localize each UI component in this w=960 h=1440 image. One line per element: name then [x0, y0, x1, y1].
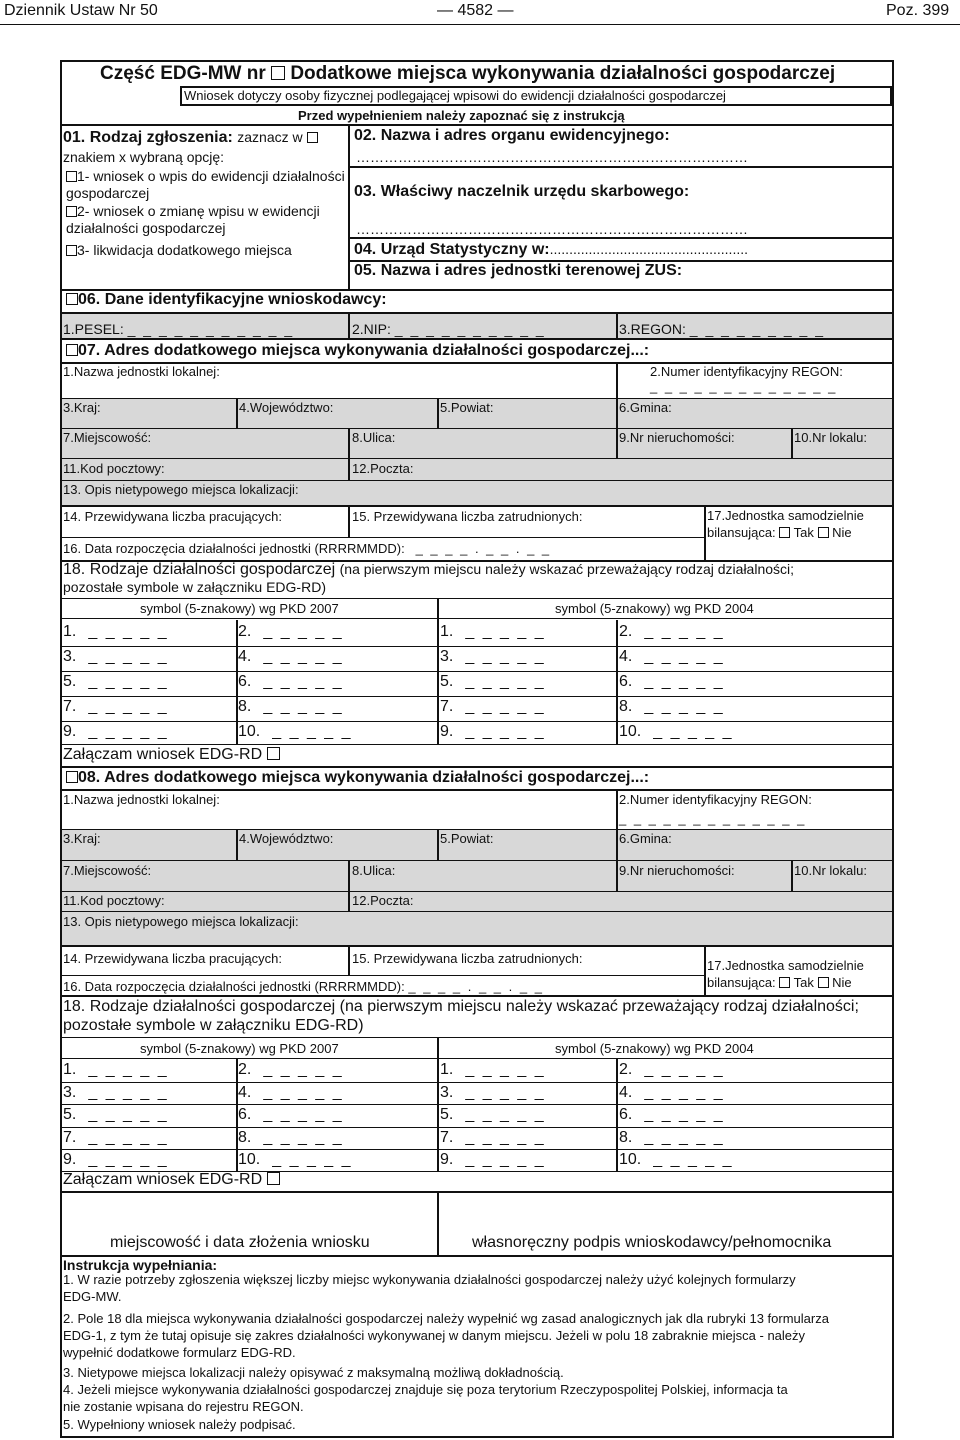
- divider: [791, 428, 793, 458]
- pkd-code-number: 2.: [619, 1061, 633, 1078]
- postal-code-field[interactable]: 11.Kod pocztowy:: [63, 893, 165, 908]
- pkd-code-number: 10.: [619, 723, 642, 740]
- pkd-code-number: 4.: [619, 648, 633, 665]
- pkd-code-dashes: _ _ _ _ _: [465, 1128, 546, 1146]
- attach-edgrd[interactable]: Załączam wniosek EDG-RD: [63, 1172, 280, 1188]
- pkd-code-dashes: _ _ _ _ _: [465, 698, 546, 715]
- divider: [348, 891, 350, 911]
- location-description-field[interactable]: 13. Opis nietypowego miejsca lokalizacji:: [63, 914, 299, 929]
- instructions-title: Instrukcja wypełniania:: [63, 1257, 218, 1273]
- city-field[interactable]: 7.Miejscowość:: [63, 863, 152, 878]
- pkd-code-number: 5.: [440, 673, 454, 690]
- divider: [60, 124, 894, 126]
- pkd-code-number: 4.: [238, 648, 252, 665]
- instruction-note: Przed wypełnieniem należy zapoznać się z instrukcją: [298, 108, 625, 123]
- commune-field[interactable]: 6.Gmina:: [619, 400, 672, 415]
- attach-checkbox[interactable]: [267, 747, 280, 760]
- s01-option2[interactable]: 2- wniosek o zmianę wpisu w ewidencji: [66, 204, 320, 218]
- pkd-code-dashes: _ _ _ _ _: [263, 698, 344, 715]
- district-field[interactable]: 5.Powiat:: [440, 831, 494, 846]
- pkd-code-dashes: _ _ _ _ _: [644, 1106, 725, 1123]
- pkd-code-field[interactable]: [238, 1107, 344, 1123]
- option3-checkbox[interactable]: [66, 245, 77, 256]
- pkd-code-dashes: _ _ _ _ _: [263, 1128, 344, 1146]
- yes-checkbox[interactable]: [779, 977, 790, 988]
- instruction-line: EDG-MW.: [63, 1289, 122, 1304]
- activity-title: 18. Rodzaje działalności gospodarczej (na pierwszym miejscu należy wskazać przeważający rodzaj działalności;: [63, 998, 859, 1015]
- pkd-code-number: 6.: [238, 1106, 252, 1123]
- pkd-code-field[interactable]: [440, 624, 546, 640]
- pkd-code-dashes: _ _ _ _ _: [263, 673, 344, 690]
- pkd-code-field[interactable]: [440, 1062, 546, 1078]
- pkd-code-field[interactable]: [238, 1152, 353, 1168]
- page-number: — 4582 —: [437, 2, 514, 19]
- district-field[interactable]: 5.Powiat:: [440, 400, 494, 415]
- option2-checkbox[interactable]: [66, 206, 77, 217]
- divider: [60, 744, 894, 745]
- signature-label[interactable]: własnoręczny podpis wnioskodawcy/pełnomocnika: [472, 1234, 832, 1251]
- pkd-code-dashes: _ _ _ _ _: [263, 1061, 344, 1078]
- pkd-code-number: 2.: [238, 1061, 252, 1078]
- pkd-code-dashes: _ _ _ _ _: [263, 1106, 344, 1123]
- pkd-code-field[interactable]: [63, 1130, 169, 1146]
- pkd-code-number: 3.: [63, 1083, 77, 1101]
- pkd-code-number: 2.: [238, 623, 252, 640]
- regon-field[interactable]: 3.REGON: _ _ _ _ _ _ _ _ _: [619, 321, 825, 337]
- pkd-code-field[interactable]: [63, 1085, 169, 1101]
- pkd-code-field[interactable]: [238, 1085, 344, 1101]
- s01-legend-checkbox: [307, 132, 318, 143]
- start-date-field[interactable]: 16. Data rozpoczęcia działalności jednostki (RRRRMMDD): _ _ _ _ . _ _ . _ _: [63, 979, 544, 994]
- pkd-code-dashes: _ _ _ _ _: [465, 673, 546, 690]
- activity-title: 18. Rodzaje działalności gospodarczej (na pierwszym miejscu należy wskazać przeważający rodzaj działalności;: [63, 561, 795, 578]
- pkd-code-number: 10.: [238, 723, 261, 740]
- postal-code-field[interactable]: 11.Kod pocztowy:: [63, 461, 165, 476]
- pkd-code-dashes: _ _ _ _ _: [465, 623, 546, 640]
- divider: [616, 829, 618, 860]
- employed-count-field[interactable]: 15. Przewidywana liczba zatrudnionych:: [352, 951, 583, 966]
- divider: [236, 829, 238, 860]
- self-balancing-label: 17.Jednostka samodzielnie: [707, 508, 864, 523]
- divider: [704, 945, 706, 995]
- activity-note: pozostałe symbole w załączniku EDG-RD): [63, 579, 326, 595]
- s02-dots[interactable]: …………………………………………………………………………: [356, 149, 748, 165]
- divider: [60, 537, 706, 538]
- divider: [60, 338, 894, 340]
- pkd-code-number: 1.: [440, 623, 454, 640]
- pkd-code-number: 8.: [619, 698, 633, 715]
- pkd-code-dashes: _ _ _ _ _: [465, 723, 546, 740]
- pkd-code-field[interactable]: [63, 699, 169, 715]
- pkd-code-dashes: _ _ _ _ _: [465, 1106, 546, 1123]
- yes-checkbox[interactable]: [779, 527, 790, 538]
- divider: [60, 480, 894, 481]
- title-checkbox[interactable]: [271, 66, 285, 80]
- divider: [60, 860, 894, 861]
- divider: [704, 505, 706, 561]
- pkd-code-dashes: _ _ _ _ _: [263, 648, 344, 665]
- divider: [60, 945, 894, 947]
- s01-instruction: znakiem x wybraną opcję:: [63, 149, 225, 165]
- pkd-code-dashes: _ _ _ _ _: [465, 1151, 546, 1168]
- pesel-field[interactable]: 1.PESEL: _ _ _ _ _ _ _ _ _ _ _: [63, 321, 295, 337]
- pkd-code-dashes: _ _ _ _ _: [88, 623, 169, 640]
- pkd-code-number: 6.: [238, 673, 252, 690]
- pkd-code-dashes: _ _ _ _ _: [644, 698, 725, 715]
- pkd-code-dashes: _ _ _ _ _: [88, 673, 169, 690]
- pkd-code-field[interactable]: [619, 1107, 725, 1123]
- pkd2004-header: symbol (5-znakowy) wg PKD 2004: [555, 601, 754, 616]
- start-date-field[interactable]: 16. Data rozpoczęcia działalności jednostki (RRRRMMDD): _ _ _ _ . _ _ . _ _: [63, 541, 552, 556]
- s07-title: 07. Adres dodatkowego miejsca wykonywania działalności gospodarczej...:: [66, 343, 649, 359]
- pkd-code-field[interactable]: [238, 649, 344, 665]
- divider: [348, 237, 894, 239]
- divider: [348, 428, 350, 458]
- pkd-code-number: 8.: [619, 1128, 633, 1146]
- form-title: Część EDG-MW nr Dodatkowe miejsca wykonywania działalności gospodarczej: [100, 63, 836, 84]
- pkd-code-field[interactable]: [619, 624, 725, 640]
- divider: [236, 1058, 238, 1171]
- unit-regon-field[interactable]: 2.Numer identyfikacyjny REGON:: [619, 792, 812, 807]
- divider: [348, 505, 350, 537]
- form-subtitle: Wniosek dotyczy osoby fizycznej podlegającej wpisowi do ewidencji działalności gospodarczej: [184, 88, 726, 103]
- header-rule: [0, 24, 960, 25]
- street-field[interactable]: 8.Ulica:: [352, 430, 396, 445]
- self-balancing-options: bilansująca: Tak Nie: [707, 525, 852, 540]
- divider: [60, 428, 894, 429]
- employed-count-field[interactable]: 15. Przewidywana liczba zatrudnionych:: [352, 509, 583, 524]
- self-balancing-label: 17.Jednostka samodzielnie: [707, 958, 864, 973]
- pkd-code-dashes: _ _ _ _ _: [272, 1151, 353, 1168]
- pkd-code-number: 5.: [440, 1106, 454, 1123]
- pkd-code-number: 7.: [440, 698, 454, 715]
- pkd-code-field[interactable]: [63, 1062, 169, 1078]
- divider: [236, 620, 238, 745]
- pkd-code-field[interactable]: [619, 724, 734, 740]
- province-field[interactable]: 4.Województwo:: [239, 400, 334, 415]
- divider: [616, 860, 618, 891]
- pkd-code-field[interactable]: [63, 1152, 169, 1168]
- pkd-code-number: 6.: [619, 1106, 633, 1123]
- divider: [60, 1104, 894, 1105]
- pkd-code-field[interactable]: [238, 1062, 344, 1078]
- pkd-code-field[interactable]: [63, 1107, 169, 1123]
- s01-option3[interactable]: 3- likwidacja dodatkowego miejsca: [66, 243, 292, 257]
- pkd-code-number: 9.: [63, 1151, 77, 1168]
- divider: [616, 312, 618, 338]
- pkd-code-number: 8.: [238, 1128, 252, 1146]
- apartment-number-field[interactable]: 10.Nr lokalu:: [794, 430, 867, 445]
- self-balancing-options: bilansująca: Tak Nie: [707, 975, 852, 990]
- s06-title: 06. Dane identyfikacyjne wnioskodawcy:: [66, 292, 387, 308]
- divider: [616, 398, 618, 428]
- pkd-code-number: 10.: [238, 1151, 261, 1168]
- divider: [616, 789, 618, 829]
- pkd-code-field[interactable]: [238, 724, 353, 740]
- instruction-line: 5. Wypełniony wniosek należy podpisać.: [63, 1417, 296, 1432]
- pkd-code-field[interactable]: [238, 624, 344, 640]
- divider: [348, 166, 894, 168]
- divider: [60, 696, 894, 697]
- pkd2007-header: symbol (5-znakowy) wg PKD 2007: [140, 1041, 339, 1056]
- divider: [60, 505, 894, 507]
- post-office-field[interactable]: 12.Poczta:: [352, 893, 414, 908]
- pkd-code-number: 1.: [63, 1061, 77, 1078]
- pkd-code-number: 6.: [619, 673, 633, 690]
- activity-note: pozostałe symbole w załączniku EDG-RD): [63, 1017, 364, 1034]
- pkd-code-field[interactable]: [238, 1130, 344, 1146]
- pkd-code-field[interactable]: [440, 1130, 546, 1146]
- divider: [437, 1191, 439, 1255]
- s03-dots[interactable]: …………………………………………………………………………: [356, 221, 748, 237]
- pkd-code-dashes: _ _ _ _ _: [88, 648, 169, 665]
- pkd-code-field[interactable]: [440, 1152, 546, 1168]
- pkd-code-dashes: _ _ _ _ _: [88, 1061, 169, 1078]
- province-field[interactable]: 4.Województwo:: [239, 831, 334, 846]
- pkd-code-field[interactable]: [619, 1062, 725, 1078]
- pkd-code-field[interactable]: [440, 674, 546, 690]
- pkd-code-number: 8.: [238, 698, 252, 715]
- divider: [60, 1058, 894, 1059]
- pkd-code-dashes: _ _ _ _ _: [272, 723, 353, 740]
- divider: [348, 458, 350, 480]
- s01-title: 01. Rodzaj zgłoszenia: zaznacz w: [63, 130, 318, 146]
- location-description-field[interactable]: 13. Opis nietypowego miejsca lokalizacji:: [63, 482, 299, 497]
- commune-field[interactable]: 6.Gmina:: [619, 831, 672, 846]
- divider: [60, 995, 894, 997]
- pkd-code-field[interactable]: [440, 699, 546, 715]
- divider: [616, 362, 618, 398]
- post-office-field[interactable]: 12.Poczta:: [352, 461, 414, 476]
- pkd-code-number: 7.: [63, 698, 77, 715]
- instruction-line: wypełnić dodatkowe formularz EDG-RD.: [63, 1345, 296, 1360]
- divider: [236, 398, 238, 428]
- instruction-line: EDG-1, z tym że tutaj opisuje się zakres działalności wykonywanej w danym miejscu. Jeżeli w polu 18 zabraknie miejsca - należy: [63, 1328, 806, 1343]
- divider: [348, 945, 350, 975]
- pkd2007-header: symbol (5-znakowy) wg PKD 2007: [140, 601, 339, 616]
- pkd-code-number: 2.: [619, 623, 633, 640]
- divider: [791, 860, 793, 891]
- pkd-code-field[interactable]: [619, 1152, 734, 1168]
- pkd-code-number: 1.: [440, 1061, 454, 1078]
- pkd-code-field[interactable]: [238, 674, 344, 690]
- pkd-code-field[interactable]: [619, 1130, 725, 1146]
- pkd-code-field[interactable]: [619, 699, 725, 715]
- pkd-code-number: 3.: [440, 648, 454, 665]
- unit-regon-field[interactable]: 2.Numer identyfikacyjny REGON:: [650, 364, 843, 379]
- pkd-code-dashes: _ _ _ _ _: [644, 1061, 725, 1078]
- s05-title: 05. Nazwa i adres jednostki terenowej ZUS:: [354, 262, 683, 279]
- divider: [60, 671, 894, 672]
- pkd-code-dashes: _ _ _ _ _: [644, 1128, 725, 1146]
- pkd-code-dashes: _ _ _ _ _: [465, 1061, 546, 1078]
- pkd-code-field[interactable]: [440, 1085, 546, 1101]
- pkd-code-field[interactable]: [63, 649, 169, 665]
- pkd-code-field[interactable]: [619, 1085, 725, 1101]
- pkd-code-dashes: _ _ _ _ _: [465, 1083, 546, 1101]
- pkd-code-number: 1.: [63, 623, 77, 640]
- city-field[interactable]: 7.Miejscowość:: [63, 430, 152, 445]
- instruction-line: 4. Jeżeli miejsce wykonywania działalności gospodarczej znajduje się poza terytorium Rzeczypospolitej Polskiej, informacja ta: [63, 1382, 788, 1397]
- pkd-code-field[interactable]: [63, 624, 169, 640]
- divider: [437, 829, 439, 860]
- pkd-code-dashes: _ _ _ _ _: [88, 723, 169, 740]
- pkd-code-dashes: _ _ _ _ _: [465, 648, 546, 665]
- pkd-code-field[interactable]: [440, 724, 546, 740]
- divider: [60, 1149, 894, 1150]
- pkd-code-field[interactable]: [619, 674, 725, 690]
- divider: [60, 598, 894, 599]
- pkd-code-dashes: _ _ _ _ _: [644, 623, 725, 640]
- instruction-line: nie zostanie wpisana do rejestru REGON.: [63, 1399, 304, 1414]
- s01-option2-cont: działalności gospodarczej: [66, 220, 226, 236]
- pkd-code-field[interactable]: [63, 724, 169, 740]
- s02-title: 02. Nazwa i adres organu ewidencyjnego:: [354, 127, 670, 144]
- unit-regon-dashes: _ _ _ _ _ _ _ _ _ _ _ _ _: [619, 811, 807, 826]
- pkd-code-field[interactable]: [63, 674, 169, 690]
- s03-title: 03. Właściwy naczelnik urzędu skarbowego:: [354, 183, 690, 200]
- pkd-code-dashes: _ _ _ _ _: [644, 648, 725, 665]
- s01-option1[interactable]: 1- wniosek o wpis do ewidencji działalności: [66, 169, 345, 183]
- instruction-line: 1. W razie potrzeby zgłoszenia większej liczby miejsc wykonywania działalności gospodarczej należy użyć kolejnych formularzy: [63, 1272, 796, 1287]
- pkd-code-number: 5.: [63, 673, 77, 690]
- pkd-code-number: 5.: [63, 1106, 77, 1123]
- pkd-code-dashes: _ _ _ _ _: [88, 698, 169, 715]
- pkd-code-dashes: _ _ _ _ _: [653, 723, 734, 740]
- pkd-code-field[interactable]: [238, 699, 344, 715]
- pkd-code-number: 9.: [440, 723, 454, 740]
- divider: [616, 620, 618, 745]
- pkd-code-number: 10.: [619, 1151, 642, 1168]
- attach-edgrd[interactable]: Załączam wniosek EDG-RD: [63, 747, 280, 763]
- divider: [60, 789, 894, 791]
- divider: [60, 1191, 894, 1193]
- pkd-code-field[interactable]: [440, 1107, 546, 1123]
- no-checkbox[interactable]: [818, 527, 829, 538]
- divider: [60, 721, 894, 722]
- instruction-line: 2. Pole 18 dla miejsca wykonywania działalności gospodarczej należy wypełnić wg zasad analogicznych jak dla rubryki 13 formularza: [63, 1311, 829, 1326]
- divider: [60, 911, 894, 912]
- unit-name-field[interactable]: 1.Nazwa jednostki lokalnej:: [63, 364, 220, 379]
- divider: [60, 618, 894, 619]
- building-number-field[interactable]: 9.Nr nieruchomości:: [619, 863, 735, 878]
- position-number: Poz. 399: [886, 2, 950, 19]
- divider: [348, 124, 350, 290]
- pkd2004-header: symbol (5-znakowy) wg PKD 2004: [555, 1041, 754, 1056]
- pkd-code-dashes: _ _ _ _ _: [644, 1083, 725, 1101]
- pkd-code-number: 3.: [63, 648, 77, 665]
- pkd-code-dashes: _ _ _ _ _: [263, 623, 344, 640]
- pkd-code-number: 7.: [63, 1128, 77, 1146]
- pkd-code-field[interactable]: [440, 649, 546, 665]
- pkd-code-dashes: _ _ _ _ _: [263, 1083, 344, 1101]
- country-field[interactable]: 3.Kraj:: [63, 831, 101, 846]
- divider: [60, 829, 894, 830]
- pkd-code-number: 4.: [238, 1083, 252, 1101]
- divider: [616, 1058, 618, 1171]
- s04-title[interactable]: 04. Urząd Statystyczny w:...................................................: [354, 241, 748, 258]
- pkd-code-number: 4.: [619, 1083, 633, 1101]
- s08-title: 08. Adres dodatkowego miejsca wykonywania działalności gospodarczej...:: [66, 770, 649, 786]
- option1-checkbox[interactable]: [66, 171, 77, 182]
- nip-field[interactable]: 2.NIP: _ _ _ _ _ _ _ _ _ _: [352, 321, 546, 337]
- no-checkbox[interactable]: [818, 977, 829, 988]
- pkd-code-dashes: _ _ _ _ _: [88, 1106, 169, 1123]
- pkd-code-number: 3.: [440, 1083, 454, 1101]
- s01-option1-cont: gospodarczej: [66, 185, 150, 201]
- building-number-field[interactable]: 9.Nr nieruchomości:: [619, 430, 735, 445]
- divider: [60, 1037, 894, 1038]
- divider: [348, 860, 350, 891]
- divider: [60, 1082, 894, 1083]
- street-field[interactable]: 8.Ulica:: [352, 863, 396, 878]
- pkd-code-number: 9.: [63, 723, 77, 740]
- pkd-code-dashes: _ _ _ _ _: [88, 1151, 169, 1168]
- attach-checkbox[interactable]: [267, 1172, 280, 1185]
- divider: [348, 312, 350, 338]
- unit-regon-dashes: _ _ _ _ _ _ _ _ _ _ _ _ _: [650, 379, 838, 394]
- pkd-code-dashes: _ _ _ _ _: [653, 1151, 734, 1168]
- pkd-code-dashes: _ _ _ _ _: [88, 1083, 169, 1101]
- unit-name-field[interactable]: 1.Nazwa jednostki lokalnej:: [63, 792, 220, 807]
- working-count-field[interactable]: 14. Przewidywana liczba pracujących:: [63, 509, 282, 524]
- country-field[interactable]: 3.Kraj:: [63, 400, 101, 415]
- divider: [60, 398, 894, 399]
- working-count-field[interactable]: 14. Przewidywana liczba pracujących:: [63, 951, 282, 966]
- pkd-code-dashes: _ _ _ _ _: [88, 1128, 169, 1146]
- divider: [60, 766, 894, 768]
- instruction-line: 3. Nietypowe miejsca lokalizacji należy opisywać z maksymalną możliwą dokładnością.: [63, 1365, 564, 1380]
- journal-name: Dziennik Ustaw Nr 50: [4, 2, 158, 19]
- divider: [437, 398, 439, 428]
- apartment-number-field[interactable]: 10.Nr lokalu:: [794, 863, 867, 878]
- divider: [60, 975, 706, 976]
- place-date-label[interactable]: miejscowość i data złożenia wniosku: [110, 1234, 370, 1251]
- divider: [60, 1127, 894, 1128]
- pkd-code-number: 7.: [440, 1128, 454, 1146]
- pkd-code-number: 9.: [440, 1151, 454, 1168]
- pkd-code-field[interactable]: [619, 649, 725, 665]
- divider: [60, 646, 894, 647]
- divider: [616, 428, 618, 458]
- pkd-code-dashes: _ _ _ _ _: [644, 673, 725, 690]
